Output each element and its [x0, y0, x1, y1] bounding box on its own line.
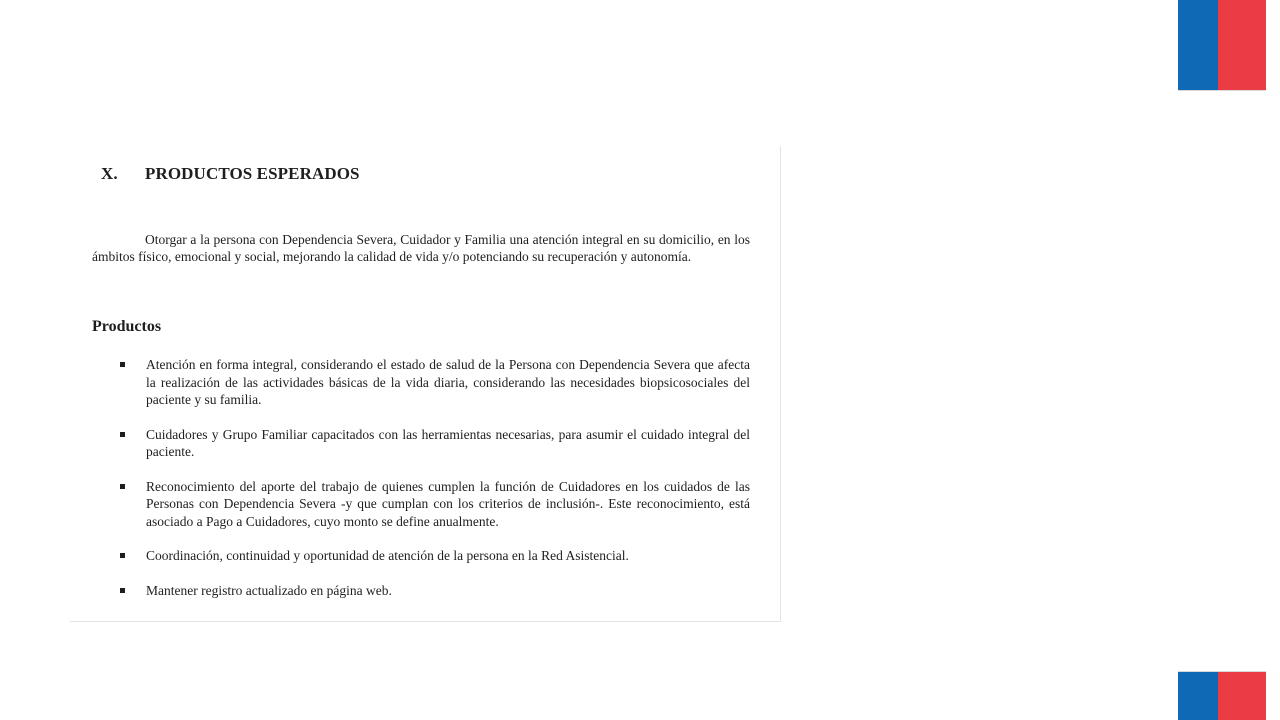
- section-title: PRODUCTOS ESPERADOS: [145, 164, 360, 183]
- list-item-text: Cuidadores y Grupo Familiar capacitados con las herramientas necesarias, para asumir el cuidado integral del paciente.: [146, 426, 750, 459]
- list-item: [118, 478, 750, 531]
- square-bullet-icon: [120, 362, 125, 367]
- list-item-text: Reconocimiento del aporte del trabajo de quienes cumplen la función de Cuidadores en los cuidados de las Personas con Dependencia Severa -y que cumplan con los criterios de inclusión-. Este reconocimiento, está asociado a Pago a Cuidadores, cuyo monto se define anualmente.: [146, 478, 750, 529]
- document-scan: [70, 146, 781, 622]
- square-bullet-icon: [120, 553, 125, 558]
- products-subheading: Productos: [92, 318, 162, 335]
- section-number: X.: [101, 164, 118, 183]
- flag-red-band: [1218, 672, 1266, 720]
- list-item: [118, 426, 750, 461]
- square-bullet-icon: [120, 432, 125, 437]
- section-heading: [101, 164, 360, 184]
- list-item: [118, 547, 750, 565]
- flag-blue-band: [1178, 0, 1218, 90]
- list-item: [118, 356, 750, 409]
- list-item-text: Atención en forma integral, considerando el estado de salud de la Persona con Dependencia Severa que afecta la realización de las actividades básicas de la vida diaria, considerando las necesidades biopsicosociales del paciente y su familia.: [146, 357, 750, 407]
- products-list: [118, 356, 750, 616]
- list-item: [118, 582, 750, 600]
- flag-red-band: [1218, 0, 1266, 90]
- square-bullet-icon: [120, 588, 125, 593]
- intro-paragraph: Otorgar a la persona con Dependencia Severa, Cuidador y Familia una atención integral en su domicilio, en los ámbitos físico, emocional y social, mejorando la calidad de vida y/o potenciando su recuperación y autonomía.: [92, 232, 750, 264]
- list-item-text: Coordinación, continuidad y oportunidad de atención de la persona en la Red Asistencial.: [146, 548, 629, 563]
- flag-blue-band: [1178, 672, 1218, 720]
- list-item-text: Mantener registro actualizado en página web.: [146, 582, 392, 598]
- flag-stripe-top: [1178, 0, 1266, 90]
- flag-stripe-bottom: [1178, 672, 1266, 720]
- square-bullet-icon: [120, 484, 125, 489]
